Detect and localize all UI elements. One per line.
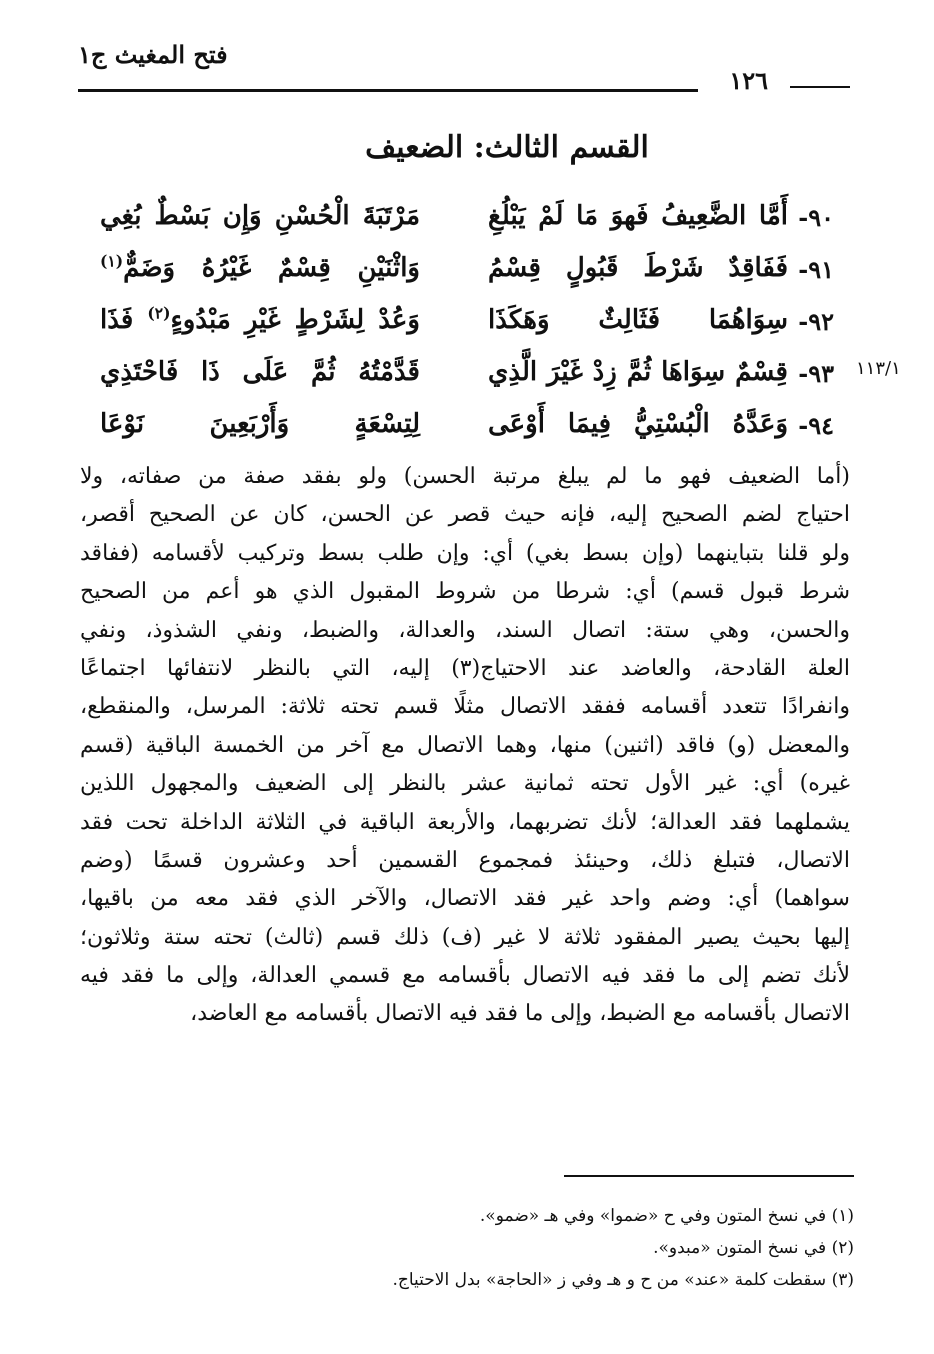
commentary-line: إليها بحيث يصير المفقود ثلاثة لا غير (ف) ذلك قسم (ثالث) تحته ستة وثلاثون؛ — [80, 924, 850, 950]
commentary-line: غيره) أي: غير الأول تحته ثمانية عشر بالنظر إلى الضعيف والمجهول اللذين — [80, 771, 850, 797]
commentary-line: وانفرادًا تتعدد أقسامه ففقد الاتصال مثلًا قسم تحته ثلاثة: المرسل، والمنقطع، — [80, 694, 850, 720]
commentary-line: سواهما) أي: وضم واحد غير فقد الاتصال، والآخر الذي فقد معه من باقيها، — [80, 886, 850, 912]
commentary-line: لأنك تضم إلى ما فقد فيه الاتصال بأقسامه مع قسمي العدالة، وإلى ما فقد فيه — [80, 963, 850, 989]
verse-second-hemistich: قَدَّمْتُهُ ثُمَّ عَلَى ذَا فَاحْتَذِي — [100, 357, 420, 387]
poem-verses — [100, 195, 834, 455]
verse-second-text: وَعُدْ لِشَرْطٍ غَيْرِ مَبْدُوءٍ — [170, 305, 420, 335]
header-rule — [78, 89, 698, 92]
verse-first-hemistich: فَفَاقِدٌ شَرْطَ قَبُولٍ قِسْمُ — [488, 253, 788, 283]
commentary-line: احتياج لضم الصحيح إليه، فإنه حيث قصر عن الحسن، كان عن الصحيح أقصر، — [80, 502, 850, 528]
verse-first-hemistich: سِوَاهُمَا فَثَالِثٌ وَهَكَذَا — [488, 305, 788, 335]
commentary-line: ولو قلنا بتباينهما (وإن بسط بغي) أي: وإن طلب بسط وتركيب لأقسامه (ففاقد — [80, 540, 850, 566]
margin-reference: ١١٣/١ — [856, 358, 901, 379]
verse-line — [100, 247, 834, 299]
verse-line — [100, 351, 834, 403]
footnote: (٢) في نسخ المتون «مبدو». — [653, 1238, 854, 1258]
footnote-marker: (٢) — [147, 303, 171, 323]
commentary-text — [80, 458, 850, 1034]
verse-number: ٩٢- — [798, 307, 834, 336]
commentary-line: والمعضل (و) فاقد (اثنين) منها، وهما الاتصال مع آخر من الخمسة الباقية (قسم — [80, 732, 850, 758]
verse-number: ٩٣- — [798, 359, 834, 388]
section-title: القسم الثالث: الضعيف — [365, 130, 649, 165]
verse-line — [100, 403, 834, 455]
verse-second-tail: فَذَا — [100, 305, 148, 335]
commentary-line: الاتصال بأقسامه مع الضبط، وإلى ما فقد فيه الاتصال بأقسامه مع العاضد، — [190, 1001, 850, 1027]
commentary-line: (أما الضعيف فهو ما لم يبلغ مرتبة الحسن) ولو بفقد صفة من صفاته، ولا — [80, 464, 850, 489]
verse-number: ٩١- — [798, 255, 834, 284]
commentary-line: شرط قبول قسم) أي: شرطا من شروط المقبول الذي هو أعم من الصحيح — [80, 579, 850, 605]
verse-second-text: وَاثْنَيْنِ قِسْمٌ غَيْرُهُ وَضَمٌّ — [123, 253, 420, 283]
footnote-separator — [564, 1175, 854, 1177]
verse-second-hemistich — [100, 305, 420, 335]
verse-number: ٩٤- — [798, 411, 834, 440]
commentary-line: العلة القادحة، والعاضد عند الاحتياج(٣) إليه، التي بالنظر لانتفائها اجتماعًا — [80, 655, 850, 681]
footnotes — [80, 1200, 854, 1296]
commentary-line: يشملهما فقد العدالة؛ لأنك تضربهما، والأربعة الباقية في الثلاثة الداخلة تحت فقد — [80, 809, 850, 835]
verse-line — [100, 195, 834, 247]
page-number: ١٢٦ — [729, 66, 768, 95]
footnote: (٣) سقطت كلمة «عند» من ح و هـ وفي ز «الحاجة» بدل الاحتياج. — [392, 1270, 854, 1290]
running-header — [78, 40, 850, 96]
verse-first-hemistich: وَعَدَّهُ الْبُسْتِيُّ فِيمَا أَوْعَى — [488, 409, 788, 439]
verse-second-hemistich: مَرْتَبَةَ الْحُسْنِ وَإِن بَسْطٌ بُغِي — [100, 201, 420, 231]
book-title: فتح المغيث ج١ — [78, 40, 228, 69]
verse-first-hemistich: أَمَّا الضَّعِيفُ فَهوَ مَا لَمْ يَبْلُغِ — [488, 201, 788, 231]
verse-first-hemistich: قِسْمٌ سِوَاهَا ثُمَّ زِدْ غَيْرَ الَّذِي — [488, 357, 788, 387]
commentary-line: والحسن، وهي ستة: اتصال السند، والعدالة، والضبط، ونفي الشذوذ، ونفي — [80, 617, 850, 643]
commentary-paragraph — [80, 458, 850, 1034]
footnote: (١) في نسخ المتون وفي ح «ضموا» وفي هـ «ضمو». — [479, 1206, 854, 1226]
footnote-marker: (١) — [100, 251, 124, 271]
verse-line — [100, 299, 834, 351]
verse-number: ٩٠- — [798, 203, 834, 232]
verse-second-hemistich: لِتِسْعَةٍ وَأَرْبَعِينَ نَوْعَا — [100, 409, 420, 439]
header-dash — [790, 86, 850, 88]
verse-second-hemistich — [100, 253, 420, 283]
commentary-line: الاتصال، فتبلغ ذلك، وحينئذ فمجموع القسمين أحد وعشرون قسمًا (وضم — [80, 847, 850, 873]
